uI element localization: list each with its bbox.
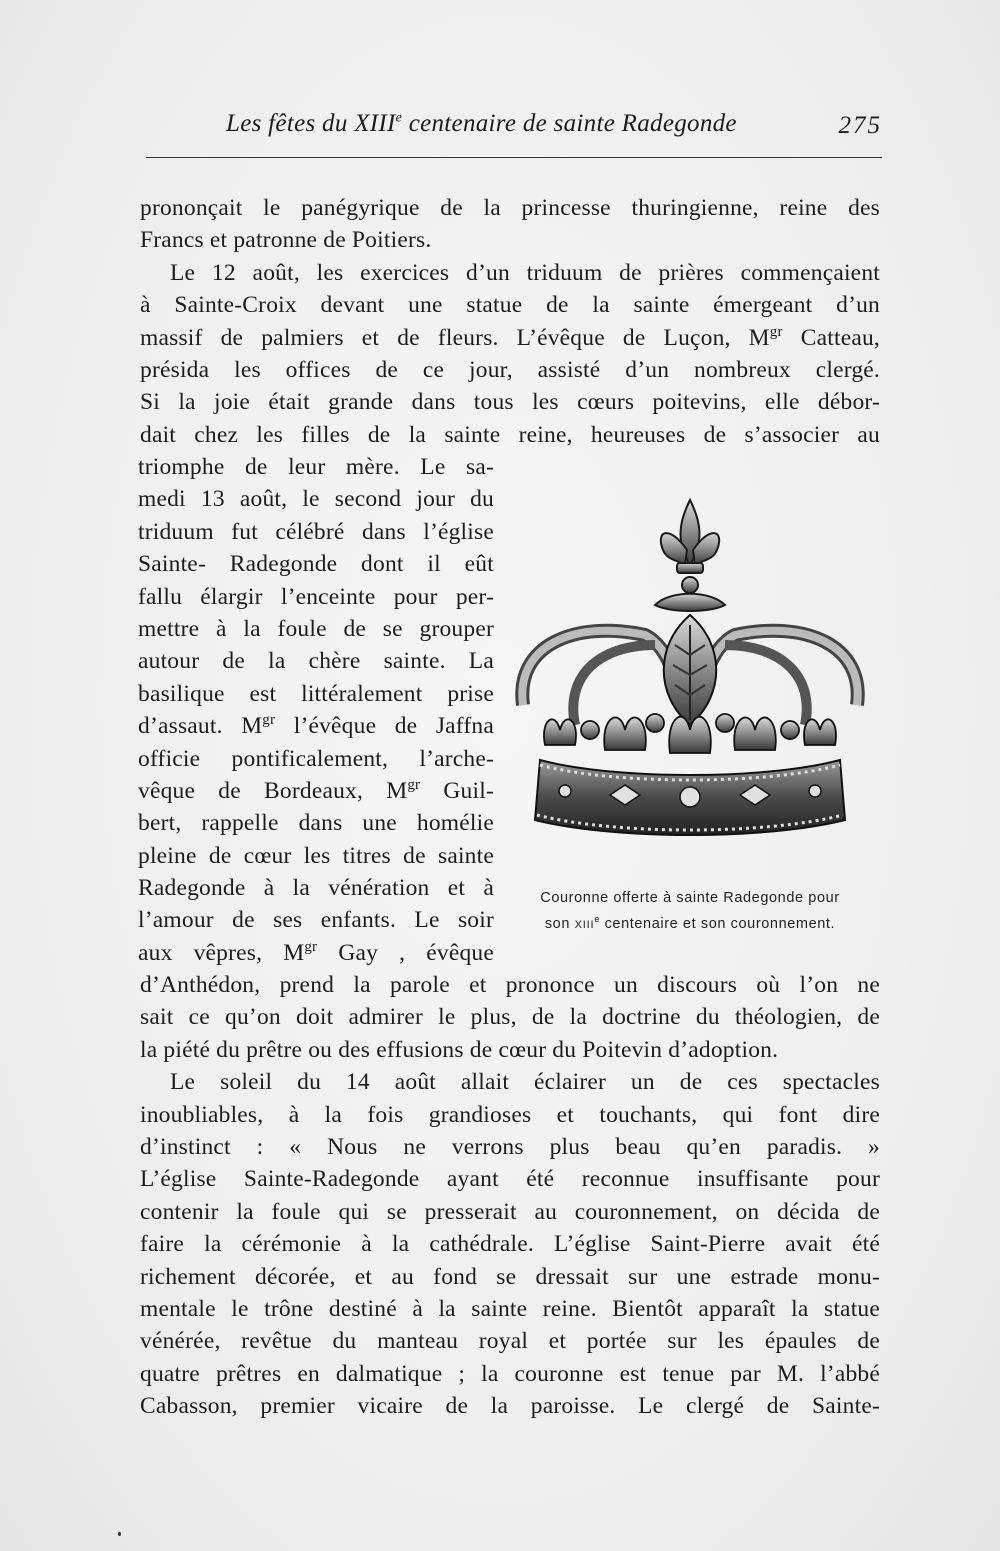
text-line: inoubliables, à la fois grandioses et touchants, qui font dire [140,1101,880,1128]
text-line: d’Anthédon, prend la parole et prononce un discours où l’on ne [140,972,880,998]
page-number: 275 [838,112,882,139]
running-head-title: Les fêtes du XIIIe centenaire de sainte Radegonde [226,110,737,137]
text-line: Le 12 août, les exercices d’un triduum de prières commençaient [170,259,880,286]
paper-speck [118,1532,121,1536]
caption-line: son XIIIe centenaire et son couronnement. [544,914,836,932]
text-line: mentale le trône destiné à la sainte reine. Bientôt apparaît la statue [140,1295,880,1322]
text-line: d’instinct : « Nous ne verrons plus beau qu’en paradis. » [140,1133,880,1160]
text-line: massif de palmiers et de fleurs. L’évêque de Luçon, $M^{gr}$ Catteau, [140,323,880,351]
paragraph-top [140,192,880,451]
text-line: aux vêpres, $M^{gr}$ Gay , évêque [138,939,495,966]
text-line: Radegonde à la vénération et à [138,875,494,902]
text-line: triduum fut célébré dans l’église [138,518,494,545]
text-line: vénérée, revêtue du manteau royal et portée sur les épaules de [140,1328,880,1355]
text-line: contenir la foule qui se presserait au couronnement, on décida de [140,1198,880,1225]
text-line: Cabasson, premier vicaire de la paroisse. Le clergé de Sainte- [140,1393,880,1420]
text-line: richement décorée, et au fond se dressait sur une estrade monu- [140,1263,880,1290]
paragraph-narrow [138,451,494,969]
text-line: fallu élargir l’enceinte pour per- [138,583,494,610]
text-line: à Sainte-Croix devant une statue de la sainte émergeant d’un [140,292,880,319]
crown-figure [505,495,875,935]
fleur-de-lis [655,500,725,611]
text-line: Si la joie était grande dans tous les cœurs poitevins, elle débor- [140,389,880,416]
text-line: d’assaut. $M^{gr}$ l’évêque de Jaffna [138,712,494,740]
text-line: autour de la chère sainte. La [138,648,494,675]
crown-icon [505,495,875,865]
text-line: Sainte- Radegonde dont il eût [138,551,494,578]
text-line: présida les offices de ce jour, assisté d’un nombreux clergé. [140,356,880,383]
text-line: quatre prêtres en dalmatique ; la couronne est tenue par M. l’abbé [140,1360,880,1387]
text-line: dait chez les filles de la sainte reine, heureuses de s’associer au [140,421,880,448]
text-line: prononçait le panégyrique de la princesse thuringienne, reine des [140,195,880,221]
header-rule [146,157,882,158]
text-line: mettre à la foule de se grouper [138,615,494,642]
text-line: officie pontificalement, l’arche- [138,745,494,772]
running-head [146,110,882,150]
text-line: sait ce qu’on doit admirer le plus, de la doctrine du théologien, de [140,1004,880,1031]
text-line: bert, rappelle dans une homélie [138,810,494,837]
text-line: la piété du prêtre ou des effusions de cœur du Poitevin d’adoption. [140,1036,779,1063]
text-line: pleine de cœur les titres de sainte [138,842,494,869]
text-line: l’amour de ses enfants. Le soir [138,907,494,934]
paragraph-bottom [140,969,880,1422]
text-line: Francs et patronne de Poitiers. [140,227,432,254]
text-line: basilique est littéralement prise [138,680,494,707]
figure-caption [505,888,875,936]
text-line: L’église Sainte-Radegonde ayant été reconnue insuffisante pour [140,1166,880,1193]
caption-line: Couronne offerte à sainte Radegonde pour [540,890,840,906]
text-line: Le soleil du 14 août allait éclairer un de ces spectacles [170,1069,880,1096]
text-line: vêque de Bordeaux, $M^{gr}$ Guil- [138,777,494,804]
text-line: medi 13 août, le second jour du [138,486,494,513]
text-line: triomphe de leur mère. Le sa- [138,454,494,480]
text-line: faire la cérémonie à la cathédrale. L’église Saint-Pierre avait été [140,1231,880,1258]
